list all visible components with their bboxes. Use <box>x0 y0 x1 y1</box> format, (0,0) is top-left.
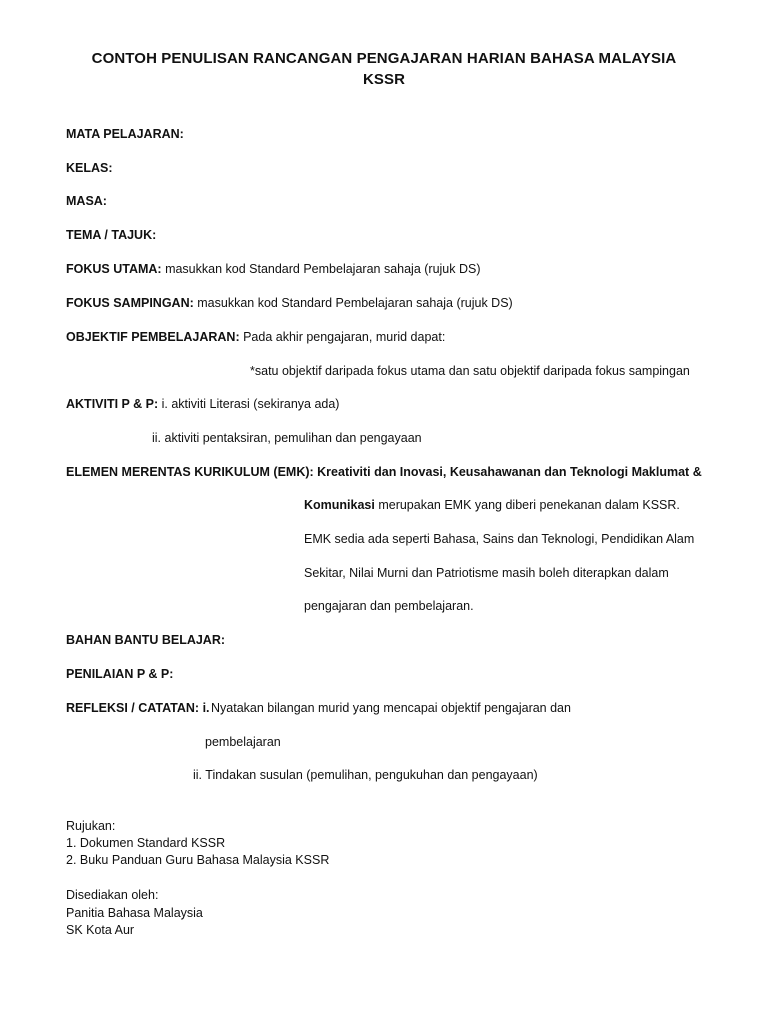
field-refleksi <box>66 700 210 716</box>
field-objektif <box>66 329 445 345</box>
refleksi-item-1-continuation: pembelajaran <box>205 735 281 749</box>
disediakan-line-2: SK Kota Aur <box>66 923 135 937</box>
emk-line-2 <box>304 497 680 513</box>
aktiviti-label: AKTIVITI P & P: <box>66 397 159 411</box>
emk-line-2-bold: Komunikasi <box>304 498 375 512</box>
aktiviti-item-1: i. aktiviti Literasi (sekiranya ada) <box>158 397 340 411</box>
fokus-utama-label: FOKUS UTAMA: <box>66 262 162 276</box>
emk-line-1: Kreativiti dan Inovasi, Keusahawanan dan Teknologi Maklumat & <box>313 465 702 479</box>
field-kelas: KELAS: <box>66 161 113 175</box>
refleksi-item-2: ii. Tindakan susulan (pemulihan, pengukuhan dan pengayaan) <box>193 768 538 782</box>
disediakan-line-1: Panitia Bahasa Malaysia <box>66 906 203 920</box>
refleksi-item-1-text: Nyatakan bilangan murid yang mencapai objektif pengajaran dan <box>211 701 571 715</box>
document-title-line-2: KSSR <box>362 71 406 88</box>
field-bahan-bantu-belajar: BAHAN BANTU BELAJAR: <box>66 633 226 647</box>
field-fokus-sampingan <box>66 295 513 311</box>
disediakan-heading: Disediakan oleh: <box>66 888 159 902</box>
rujukan-heading: Rujukan: <box>66 819 116 833</box>
fokus-sampingan-label: FOKUS SAMPINGAN: <box>66 296 194 310</box>
emk-line-3: EMK sedia ada seperti Bahasa, Sains dan Teknologi, Pendidikan Alam <box>304 532 695 546</box>
emk-line-5: pengajaran dan pembelajaran. <box>304 599 474 613</box>
emk-line-2-rest: merupakan EMK yang diberi penekanan dalam KSSR. <box>374 498 680 512</box>
fokus-sampingan-text: masukkan kod Standard Pembelajaran sahaja (rujuk DS) <box>193 296 513 310</box>
rujukan-item-1: 1. Dokumen Standard KSSR <box>66 836 226 850</box>
field-aktiviti <box>66 396 339 412</box>
rujukan-item-2: 2. Buku Panduan Guru Bahasa Malaysia KSSR <box>66 853 330 867</box>
document-title-line-1: CONTOH PENULISAN RANCANGAN PENGAJARAN HARIAN BAHASA MALAYSIA <box>91 50 677 67</box>
objektif-note: *satu objektif daripada fokus utama dan satu objektif daripada fokus sampingan <box>250 364 690 378</box>
refleksi-item-1-number: i. <box>199 701 210 715</box>
field-fokus-utama <box>66 261 481 277</box>
fokus-utama-text: masukkan kod Standard Pembelajaran sahaja (rujuk DS) <box>161 262 481 276</box>
refleksi-label: REFLEKSI / CATATAN: <box>66 701 200 715</box>
objektif-label: OBJEKTIF PEMBELAJARAN: <box>66 330 240 344</box>
field-tema: TEMA / TAJUK: <box>66 228 157 242</box>
aktiviti-item-2: ii. aktiviti pentaksiran, pemulihan dan pengayaan <box>152 431 422 445</box>
field-emk <box>66 464 702 480</box>
emk-line-4: Sekitar, Nilai Murni dan Patriotisme masih boleh diterapkan dalam <box>304 566 669 580</box>
objektif-text: Pada akhir pengajaran, murid dapat: <box>239 330 446 344</box>
emk-label: ELEMEN MERENTAS KURIKULUM (EMK): <box>66 465 314 479</box>
field-penilaian: PENILAIAN P & P: <box>66 667 174 681</box>
field-masa: MASA: <box>66 194 107 208</box>
field-mata-pelajaran: MATA PELAJARAN: <box>66 127 184 141</box>
